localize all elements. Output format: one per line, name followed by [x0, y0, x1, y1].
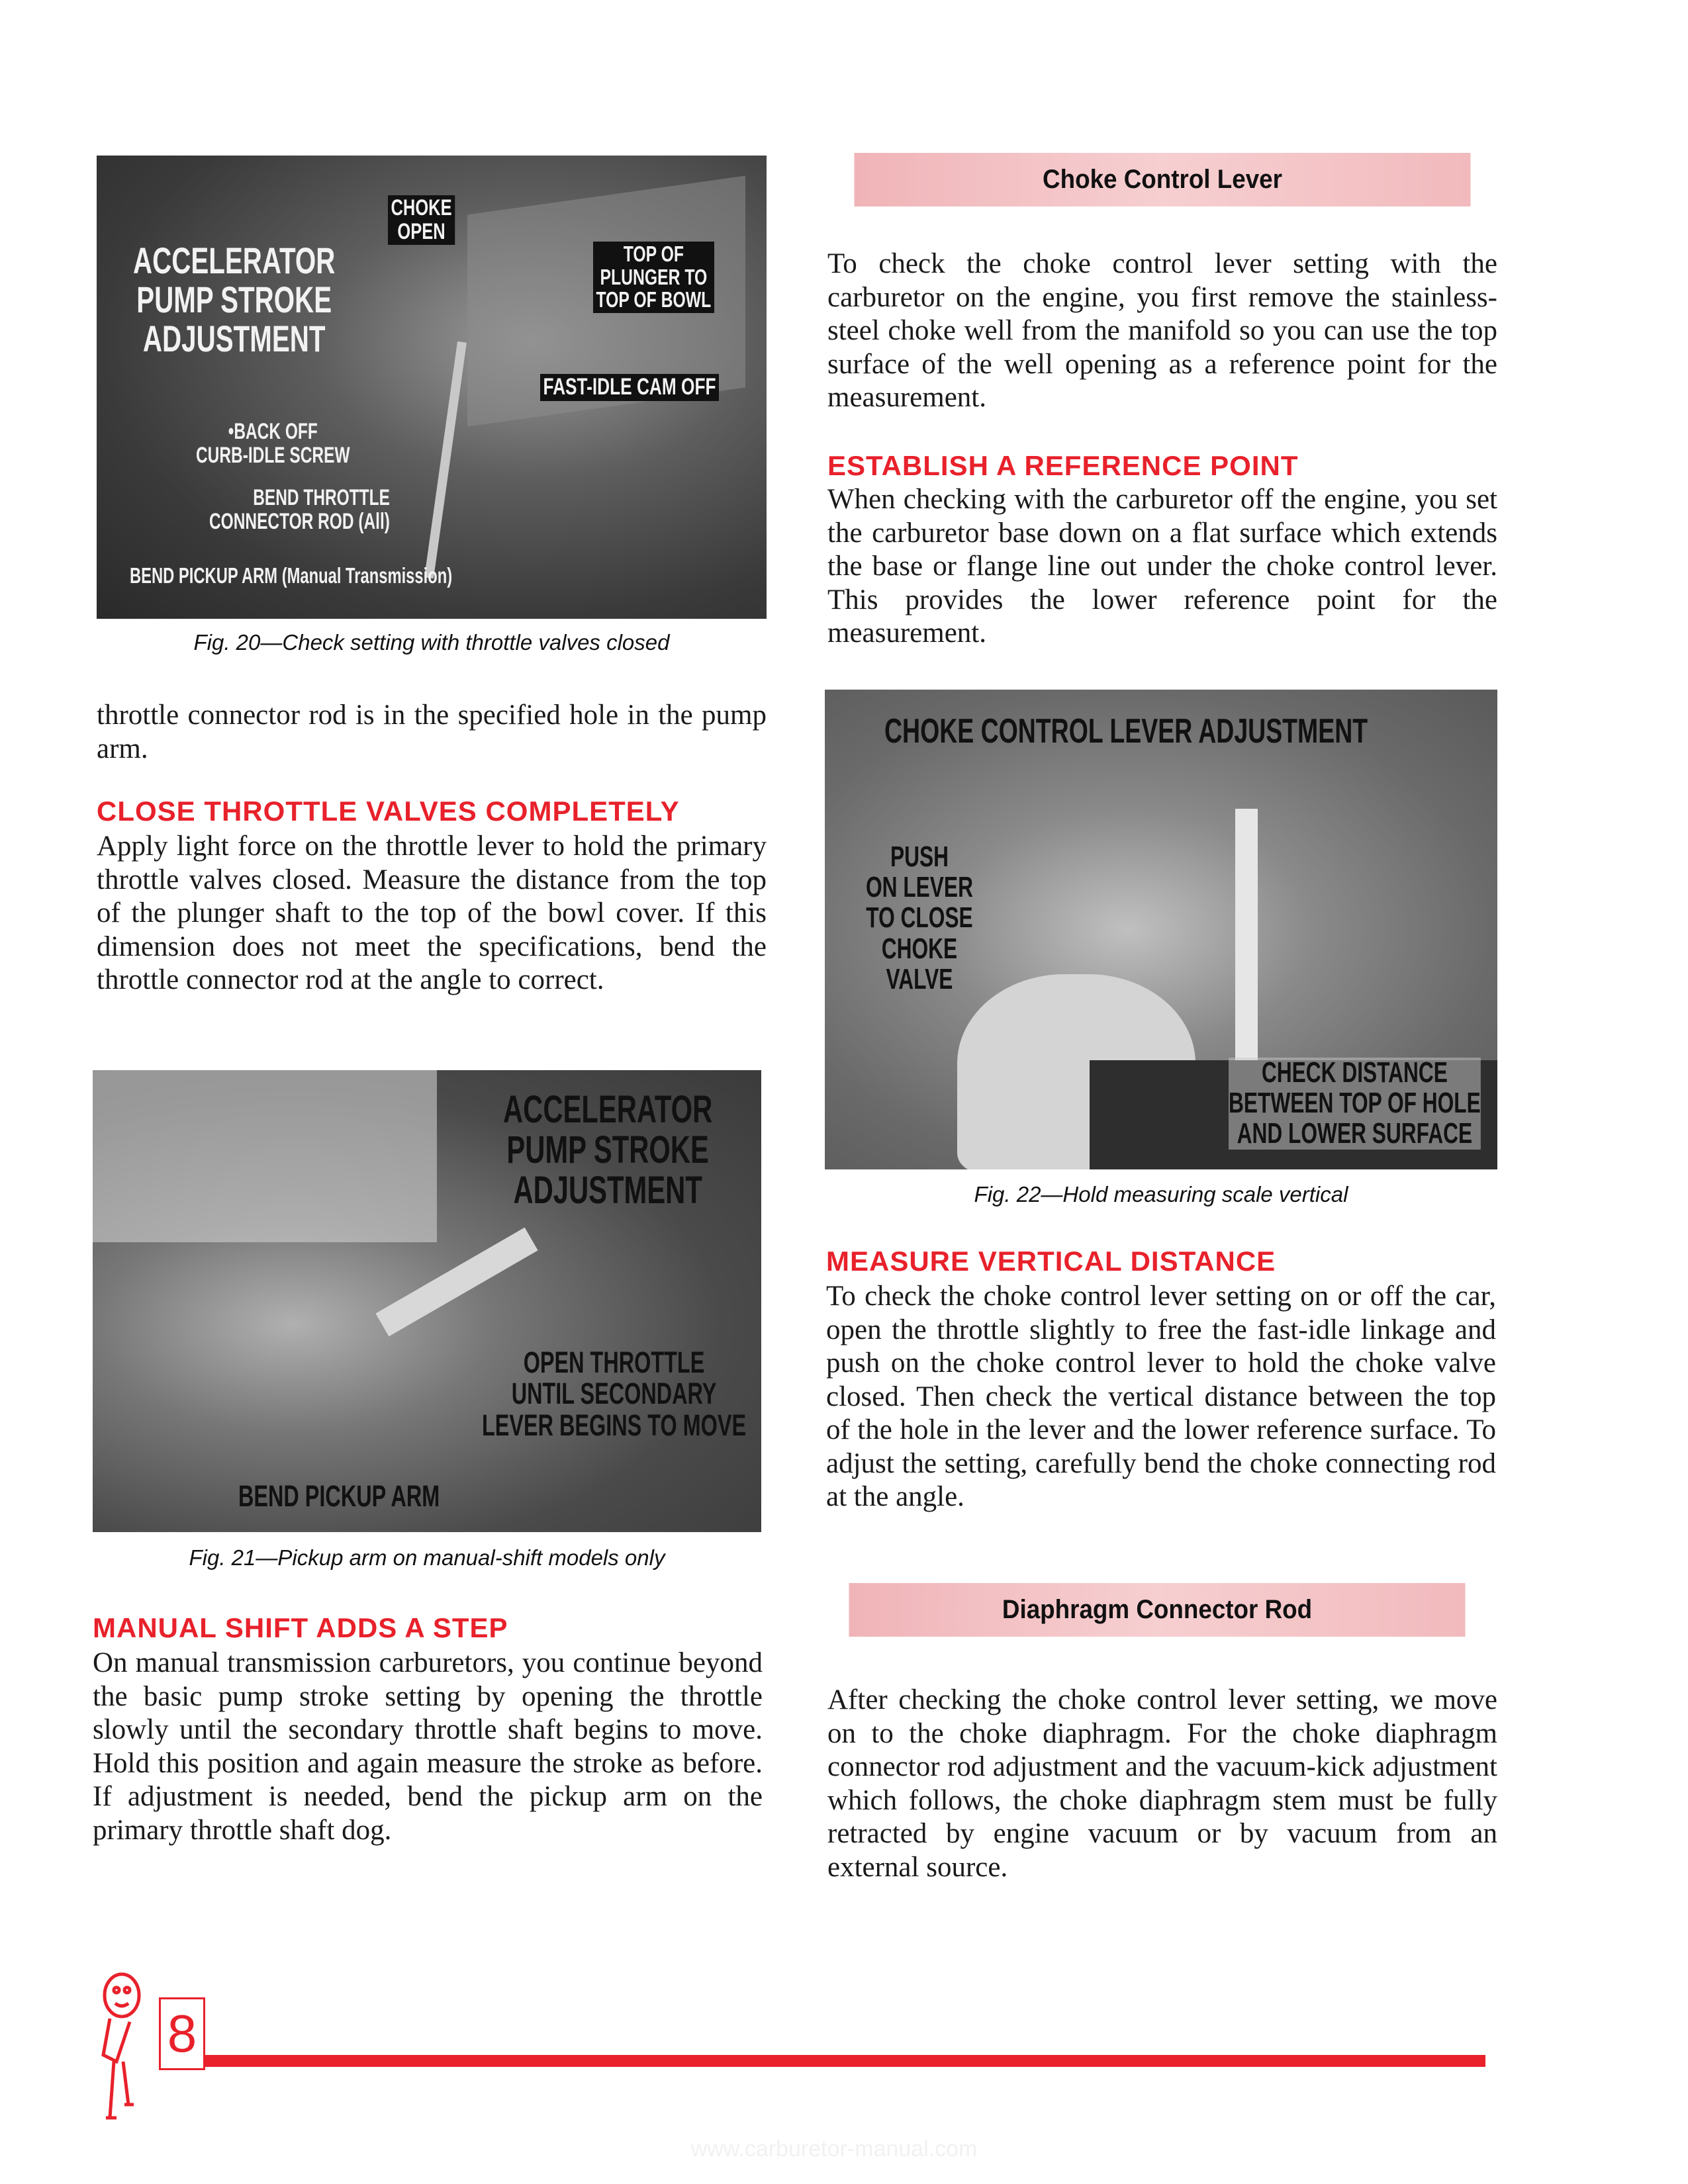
figure-20-photo	[97, 156, 767, 619]
measuring-scale	[1235, 809, 1258, 1073]
fig20-top-plunger-label: TOP OF PLUNGER TO TOP OF BOWL	[593, 242, 714, 313]
section-header-choke-control-lever: Choke Control Lever	[854, 153, 1470, 206]
fig22-push-label: PUSH ON LEVER TO CLOSE CHOKE VALVE	[866, 841, 973, 995]
page-number-box	[159, 1997, 205, 2070]
figure-22-photo	[825, 690, 1497, 1169]
throttle-lever	[375, 1228, 538, 1337]
linkage-rod	[424, 341, 467, 578]
right-paragraph-1: To check the choke control lever setting with the carburetor on the engine, you first remove the stainless-steel choke well from the manifold so you can use the top surface of the well opening as a reference point for the measurement.	[827, 248, 1497, 413]
right-paragraph-3: To check the choke control lever setting on or off the car, open the throttle slightly to free the fast-idle linkage and push on the choke control lever to hold the choke valve closed. Then check the vertical distance between the top of the hole in the lever and the lower reference surface. To adjust the setting, carefully bend the choke connecting rod at the angle.	[826, 1281, 1496, 1512]
watermark: www.carburetor-manual.com	[690, 2136, 978, 2161]
fig21-open-throttle-label: OPEN THROTTLE UNTIL SECONDARY LEVER BEGINS TO MOVE	[482, 1345, 747, 1442]
left-paragraph-2: Apply light force on the throttle lever to hold the primary throttle valves closed. Measure the distance from the top of the plunger shaft to the top of the bowl cover. If this dimension does not meet the specifications, bend the throttle connector rod at the angle to correct.	[97, 831, 767, 995]
footer-rule	[204, 2055, 1485, 2067]
heading-manual-shift: MANUAL SHIFT ADDS A STEP	[93, 1612, 508, 1643]
left-paragraph-1: throttle connector rod is in the specified hole in the pump arm.	[97, 700, 767, 764]
fig22-title-label: CHOKE CONTROL LEVER ADJUSTMENT	[884, 712, 1368, 751]
heading-measure-vertical: MEASURE VERTICAL DISTANCE	[826, 1246, 1276, 1277]
left-paragraph-3: On manual transmission carburetors, you continue beyond the basic pump stroke setting by opening the throttle slowly until the secondary throttle shaft begins to move. Hold this position and again measure the stroke as before. If adjustment is needed, bend the pickup arm on the primary throttle shaft dog.	[93, 1647, 763, 1846]
heading-establish-reference: ESTABLISH A REFERENCE POINT	[827, 450, 1299, 481]
right-paragraph-4: After checking the choke control lever setting, we move on to the choke diaphragm. For the choke diaphragm connector rod adjustment and the vacuum-kick adjustment which follows, the choke diaphragm stem must be fully retracted by engine vacuum or by vacuum from an external source.	[827, 1684, 1497, 1883]
fig20-bend-pickup-label: BEND PICKUP ARM (Manual Transmission)	[130, 563, 453, 588]
fig20-title-label: ACCELERATOR PUMP STROKE ADJUSTMENT	[133, 240, 336, 359]
fig20-back-off-label: •BACK OFF CURB-IDLE SCREW	[196, 419, 350, 468]
right-paragraph-2: When checking with the carburetor off the engine, you set the carburetor base down on a flat surface which extends the base or flange line out under the choke control lever. This provides the lower reference point for the measurement.	[827, 484, 1497, 649]
figure-21-caption: Fig. 21—Pickup arm on manual-shift models only	[189, 1545, 665, 1570]
fig21-bend-pickup-label: BEND PICKUP ARM	[238, 1479, 440, 1513]
heading-close-throttle-valves: CLOSE THROTTLE VALVES COMPLETELY	[97, 796, 680, 827]
page-number: 8	[167, 2004, 197, 2063]
figure-20-caption: Fig. 20—Check setting with throttle valves closed	[193, 630, 670, 655]
mascot-icon	[90, 1969, 169, 2128]
fig20-fast-idle-label: FAST-IDLE CAM OFF	[540, 374, 719, 401]
fig21-title-label: ACCELERATOR PUMP STROKE ADJUSTMENT	[503, 1088, 713, 1212]
fig20-bend-throttle-label: BEND THROTTLE CONNECTOR ROD (All)	[209, 485, 390, 534]
fig20-choke-open-label: CHOKE OPEN	[388, 195, 455, 245]
carburetor-body	[93, 1070, 437, 1242]
section-header-diaphragm-connector-rod: Diaphragm Connector Rod	[849, 1583, 1465, 1637]
fig22-check-label: CHECK DISTANCE BETWEEN TOP OF HOLE AND LOWER SURFACE	[1229, 1056, 1481, 1150]
figure-21-photo	[93, 1070, 761, 1532]
figure-22-caption: Fig. 22—Hold measuring scale vertical	[974, 1182, 1348, 1206]
